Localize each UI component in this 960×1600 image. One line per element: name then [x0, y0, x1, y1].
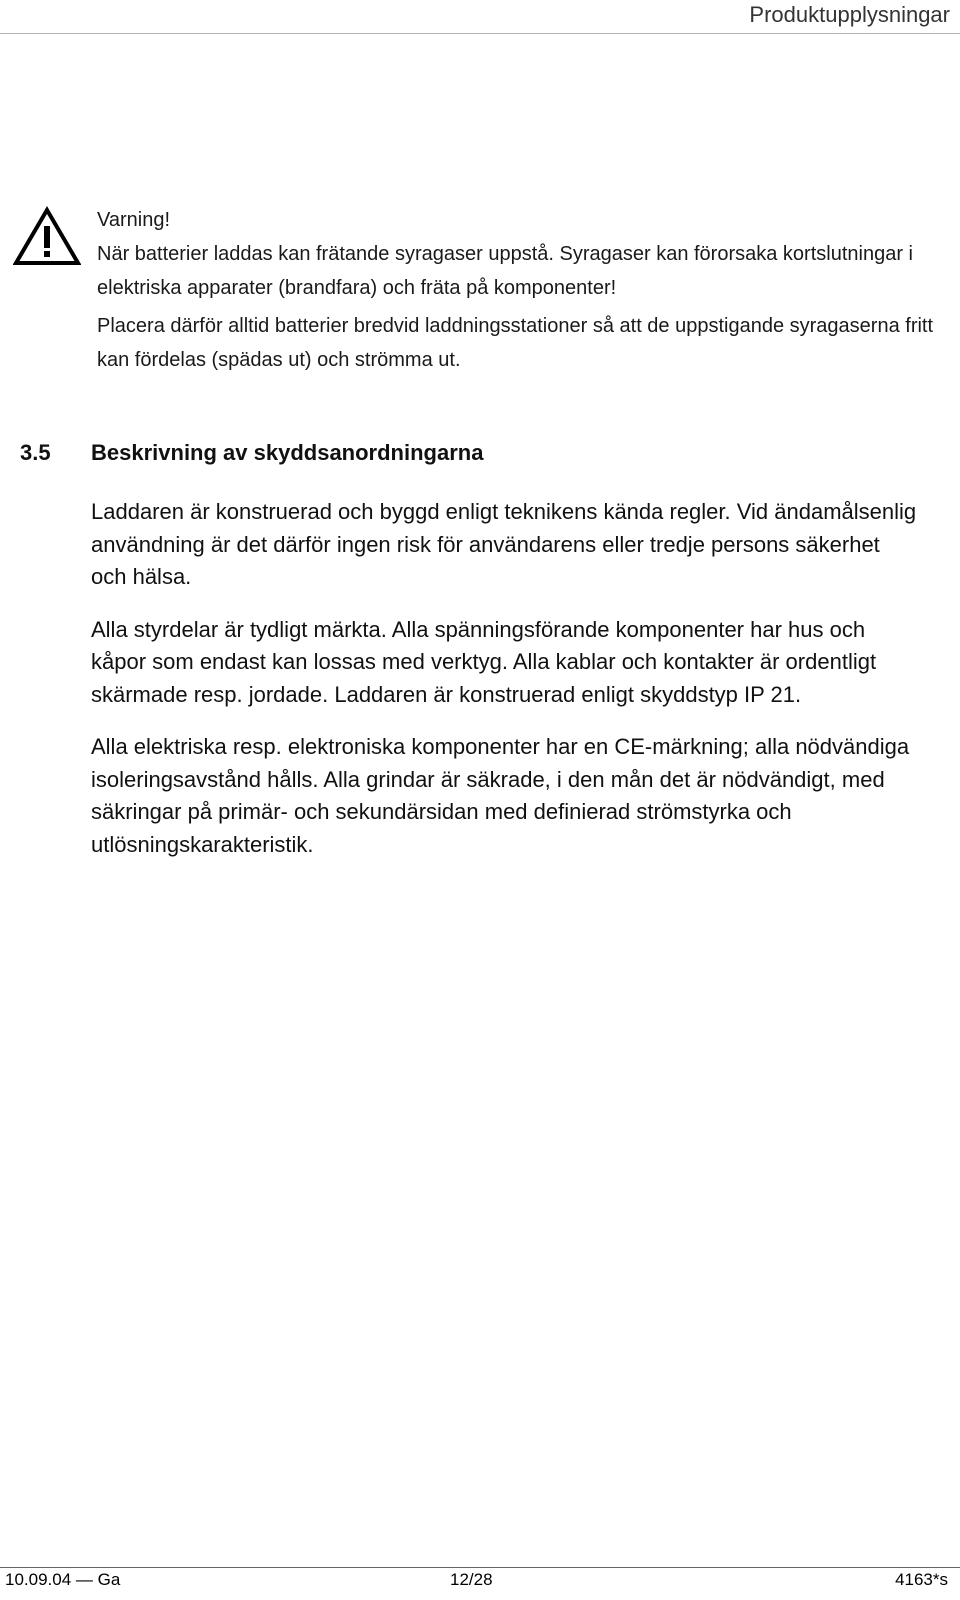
warning-triangle-icon [13, 206, 81, 266]
section-body [91, 496, 921, 881]
section-number: 3.5 [20, 440, 51, 465]
footer-doc-code: 4163*s [895, 1570, 948, 1589]
footer-date-author: 10.09.04 — Ga [5, 1570, 121, 1589]
header-divider [0, 33, 960, 34]
body-paragraph: Laddaren är konstruerad och byggd enligt teknikens kända regler. Vid ändamålsenlig användning är det därför ingen risk för användarens eller tredje persons säkerhet och hälsa. [91, 499, 917, 589]
body-paragraph: Alla styrdelar är tydligt märkta. Alla spänningsförande komponenter har hus och kåpor som endast kan lossas med verktyg. Alla kablar och kontakter är ordentligt skärmade resp. jordade. Laddaren är konstruerad enligt skyddstyp IP 21. [91, 616, 877, 707]
footer-page-number: 12/28 [450, 1570, 493, 1589]
page-header-title: Produktupplysningar [749, 2, 950, 27]
warning-paragraph: Placera därför alltid batterier bredvid laddningsstationer så att de uppstigande syragaserna fritt kan fördelas (spädas ut) och strömma ut. [97, 315, 934, 371]
body-paragraph: Alla elektriska resp. elektroniska komponenter har en CE-märkning; alla nödvändiga isoleringsavstånd hålls. Alla grindar är säkrade, i den mån det är nödvändigt, med säkringar på primär- och sekundärsidan med definierad strömstyrka och utlösningskarakteristik. [91, 734, 910, 857]
warning-paragraph: När batterier laddas kan frätande syragaser uppstå. Syragaser kan förorsaka kortslutningar i elektriska apparater (brandfara) och fräta på komponenter! [97, 243, 913, 299]
footer-divider [0, 1567, 960, 1568]
page-footer [5, 1570, 948, 1594]
section-title: Beskrivning av skyddsanordningarna [91, 440, 484, 465]
section-heading [20, 440, 483, 466]
warning-title: Varning! [97, 209, 171, 231]
warning-block [97, 203, 937, 377]
